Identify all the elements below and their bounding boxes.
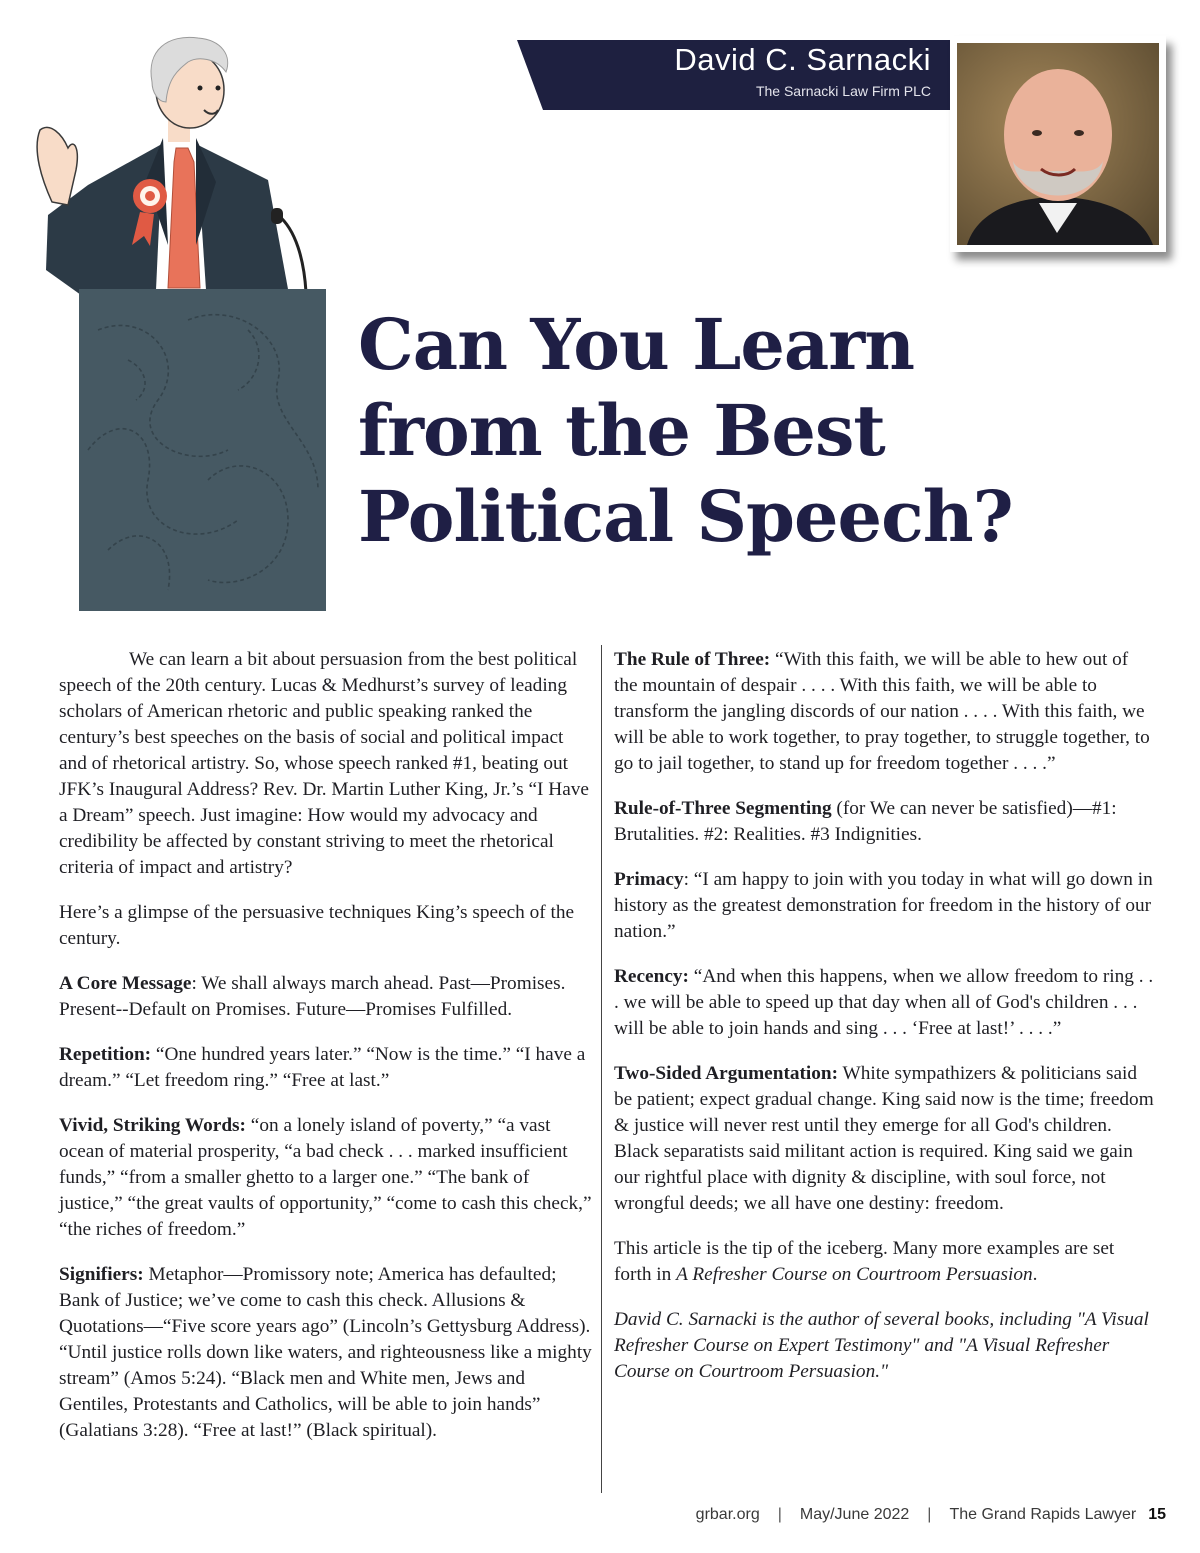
two-sided-paragraph	[614, 1061, 1154, 1217]
paragraph-text: “One hundred years later.” “Now is the time.” “I have a dream.” “Let freedom ring.” “Free at last.”	[59, 1044, 586, 1091]
run-in-heading: Two-Sided Argumentation:	[614, 1063, 839, 1084]
iceberg-paragraph	[614, 1236, 1154, 1288]
paragraph-text: “on a lonely island of poverty,” “a vast ocean of material prosperity, “a bad check . . . marked insufficient funds,” “from a smaller ghetto to a larger one.” “The bank of justice,” “the great vaults of opportunity,” “come to cash this check,” “the riches of freedom.”	[59, 1115, 592, 1240]
author-bio: David C. Sarnacki is the author of several books, including "A Visual Refresher Course on Expert Testimony" and "A Visual Refresher Course on Courtroom Persuasion."	[614, 1309, 1149, 1382]
paragraph-end: .	[1032, 1264, 1038, 1285]
author-photo	[950, 36, 1166, 252]
paragraph-text: (for We can never be satisfied)—#1: Brutalities. #2: Realities. #3 Indignities.	[614, 798, 1117, 845]
author-name: David C. Sarnacki	[674, 42, 931, 77]
column-divider	[601, 645, 602, 1493]
run-in-heading: A Core Message	[59, 973, 192, 994]
run-in-heading: Vivid, Striking Words:	[59, 1115, 246, 1136]
book-title: A Refresher Course on Courtroom Persuasion	[676, 1264, 1033, 1285]
paragraph-text: Metaphor—Promissory note; America has defaulted; Bank of Justice; we’ve come to cash this check. Allusions & Quotations—“Five score years ago” (Lincoln’s Gettysburg Address). “Until justice rolls down like waters, and righteousness like a mighty stream” (Amos 5:24). “Black men and White men, Jews and Gentiles, Protestants and Catholics, will be able to join hands” (Galatians 3:28). “Free at last!” (Black spiritual).	[59, 1264, 592, 1441]
rule-of-three-paragraph	[614, 647, 1154, 777]
paragraph-text: White sympathizers & politicians said be patient; expect gradual change. King said now is the time; freedom & justice will never rest until they emerge for all God's children. Black separatists said militant action is required. King said we gain our rightful place with dignity & discipline, with soul force, not wrongful deeds; we all have one destiny: freedom.	[614, 1063, 1154, 1214]
paragraph-text: This article is the tip of the iceberg. Many more examples are set forth in	[614, 1238, 1115, 1285]
repetition-paragraph	[59, 1042, 594, 1094]
left-column	[59, 647, 594, 1463]
title-line: Political Speech?	[358, 475, 1013, 558]
page-footer	[696, 1506, 1166, 1524]
article-title	[358, 302, 1013, 560]
glimpse-paragraph: Here’s a glimpse of the persuasive techniques King’s speech of the century.	[59, 902, 575, 949]
author-banner	[517, 38, 957, 110]
title-line: Can You Learn	[358, 303, 915, 386]
intro-paragraph: We can learn a bit about persuasion from the best political speech of the 20th century. Lucas & Medhurst’s survey of leading scholars of American rhetoric and public speaking ranked the century’s best speeches on the basis of social and political impact and of rhetorical artistry. So, whose speech ranked #1, beating out JFK’s Inaugural Address? Rev. Dr. Martin Luther King, Jr.’s “I Have a Dream” speech. Just imagine: How would my advocacy and credibility be affected by constant striving to meet the rhetorical criteria of impact and artistry?	[59, 649, 589, 878]
run-in-heading: Signifiers:	[59, 1264, 144, 1285]
signifiers-paragraph	[59, 1262, 594, 1444]
author-firm: The Sarnacki Law Firm PLC	[755, 83, 931, 99]
page-number: 15	[1148, 1506, 1166, 1523]
footer-issue: May/June 2022	[799, 1506, 910, 1523]
run-in-heading: Repetition:	[59, 1044, 152, 1065]
recency-paragraph	[614, 964, 1154, 1042]
title-line: from the Best	[358, 389, 885, 472]
right-column	[614, 647, 1154, 1404]
paragraph-text: : We shall always march ahead. Past—Promises. Present--Default on Promises. Future—Promises Fulfilled.	[59, 973, 566, 1020]
paragraph-text: “With this faith, we will be able to hew out of the mountain of despair . . . . With this faith, we will be able to transform the jangling discords of our nation . . . . With this faith, we will be able to work together, to pray together, to struggle together, to go to jail together, to stand up for freedom together . . . .”	[614, 649, 1150, 774]
footer-separator: |	[777, 1506, 782, 1523]
run-in-heading: Rule-of-Three Segmenting	[614, 798, 832, 819]
speaker-illustration	[28, 30, 348, 615]
paragraph-text: : “I am happy to join with you today in what will go down in history as the greatest demonstration for freedom in the history of our nation.”	[614, 869, 1153, 942]
run-in-heading: The Rule of Three:	[614, 649, 771, 670]
vivid-words-paragraph	[59, 1113, 594, 1243]
footer-site-link[interactable]: grbar.org	[695, 1506, 760, 1523]
paragraph-text: “And when this happens, when we allow freedom to ring . . . we will be able to speed up that day when all of God's children . . . will be able to join hands and sing . . . ‘Free at last!’ . . . .”	[614, 966, 1154, 1039]
core-message-paragraph	[59, 971, 594, 1023]
segmenting-paragraph	[614, 796, 1154, 848]
footer-separator: |	[927, 1506, 932, 1523]
run-in-heading: Recency:	[614, 966, 689, 987]
footer-publication: The Grand Rapids Lawyer	[949, 1506, 1137, 1523]
run-in-heading: Primacy	[614, 869, 684, 890]
primacy-paragraph	[614, 867, 1154, 945]
